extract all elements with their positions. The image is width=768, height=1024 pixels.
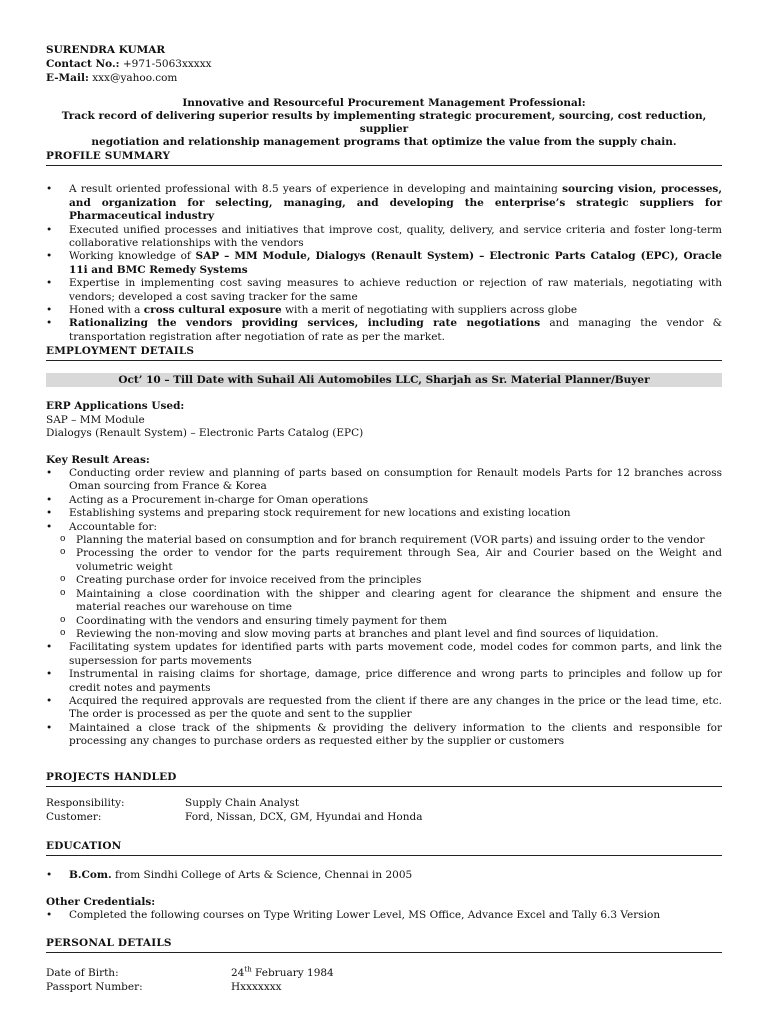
dob-row: [46, 967, 722, 980]
customer-row: [46, 811, 722, 824]
sub-list-item: o Reviewing the non-moving and slow moving parts at branches and plant level and find sources of liquidation.: [53, 628, 722, 641]
education-list: [46, 869, 722, 882]
list-item: • Facilitating system updates for identified parts with parts movement code, model codes for common parts, and link the supersession for parts movements: [46, 641, 722, 668]
passport-value: Hxxxxxxx: [231, 980, 282, 993]
list-item: • Working knowledge of SAP – MM Module, Dialogys (Renault System) – Electronic Parts Catalog (EPC), Oracle 11i and BMC Remedy Systems: [46, 250, 722, 277]
contact-number: +971-5063xxxxx: [122, 58, 212, 70]
section-title: EDUCATION: [46, 840, 722, 856]
career-objective: [46, 97, 722, 149]
list-item: • Expertise in implementing cost saving measures to achieve reduction or rejection of raw materials, negotiating with vendors; developed a cost saving tracker for the same: [46, 277, 722, 304]
contact-line: [46, 57, 212, 71]
candidate-name: SURENDRA KUMAR: [46, 44, 166, 56]
erp-item: SAP – MM Module: [46, 413, 145, 426]
kra-title: Key Result Areas:: [46, 453, 150, 466]
list-item: • Completed the following courses on Type Writing Lower Level, MS Office, Advance Excel and Tally 6.3 Version: [46, 909, 722, 922]
list-item: • Rationalizing the vendors providing services, including rate negotiations and managing the vendor & transportation registration after negotiation of rate as per the market.: [46, 317, 722, 344]
responsibility-label: Responsibility:: [46, 797, 125, 810]
projects-section: [46, 771, 722, 824]
education-section: [46, 840, 722, 923]
list-item: • Conducting order review and planning of parts based on consumption for Renault models Parts for 12 branches across Oman sourcing from France & Korea: [46, 467, 722, 494]
employment-section: [46, 345, 722, 749]
credentials-list: [46, 909, 722, 922]
contact-label: Contact No.:: [46, 58, 120, 70]
sub-list-item: o Creating purchase order for invoice received from the principles: [53, 574, 722, 587]
list-item: • Accountable for: o Planning the material based on consumption and for branch requirement (VOR parts) and issuing order to the vendor o Processing the order to vendor for the parts requirement through Sea, Air and Courier based on the Weight and volumetric weight o Creating purchase order for invoice received from the principles o Maintaining a close coordination with the shipper and clearing agent for clearance the shipment and ensure the material reaches our warehouse on time o Coordinating with the vendors and ensuring timely payment for them o Reviewing the non-moving and slow moving parts at branches and plant level and find sources of liquidation.: [46, 521, 722, 642]
email-line: [46, 71, 212, 85]
email-address: xxx@yahoo.com: [92, 72, 178, 84]
section-title: PROJECTS HANDLED: [46, 771, 722, 787]
responsibility-row: [46, 797, 722, 810]
other-credentials-title: Other Credentials:: [46, 895, 156, 908]
erp-item: Dialogys (Renault System) – Electronic Parts Catalog (EPC): [46, 427, 364, 440]
profile-summary-section: [46, 150, 722, 344]
objective-line-1: Innovative and Resourceful Procurement Management Professional:: [182, 97, 586, 109]
personal-details-section: [46, 937, 722, 994]
accountable-sublist: [46, 534, 722, 641]
list-item: • Maintained a close track of the shipments & providing the delivery information to the clients and responsible for processing any changes to purchase orders as requested either by the supplier or customers: [46, 722, 722, 749]
employment-banner: Oct’ 10 – Till Date with Suhail Ali Automobiles LLC, Sharjah as Sr. Material Planner/Buyer: [46, 373, 722, 387]
objective-line-2: Track record of delivering superior results by implementing strategic procurement, sourcing, cost reduction, supplier: [61, 110, 707, 135]
list-item: • A result oriented professional with 8.5 years of experience in developing and maintaining sourcing vision, processes, and organization for selecting, managing, and developing the enterprise’s strategic suppliers for Pharmaceutical industry: [46, 183, 722, 223]
passport-row: [46, 981, 722, 994]
dob-label: Date of Birth:: [46, 967, 119, 980]
list-item: • Executed unified processes and initiatives that improve cost, quality, delivery, and service criteria and foster long-term collaborative relationships with the vendors: [46, 224, 722, 251]
list-item: • B.Com. from Sindhi College of Arts & Science, Chennai in 2005: [46, 869, 722, 882]
section-title: PERSONAL DETAILS: [46, 937, 722, 953]
list-item: • Honed with a cross cultural exposure with a merit of negotiating with suppliers across globe: [46, 304, 722, 317]
list-item: • Instrumental in raising claims for shortage, damage, price difference and wrong parts to principles and follow up for credit notes and payments: [46, 668, 722, 695]
sub-list-item: o Coordinating with the vendors and ensuring timely payment for them: [53, 615, 722, 628]
list-item: • Acquired the required approvals are requested from the client if there are any changes in the price or the lead time, etc. The order is processed as per the quote and sent to the supplier: [46, 695, 722, 722]
profile-list: [46, 183, 722, 344]
section-title: PROFILE SUMMARY: [46, 150, 722, 166]
section-title: EMPLOYMENT DETAILS: [46, 345, 722, 361]
dob-value: 24th February 1984: [231, 965, 334, 980]
sub-list-item: o Planning the material based on consumption and for branch requirement (VOR parts) and issuing order to the vendor: [53, 534, 722, 547]
list-item: • Establishing systems and preparing stock requirement for new locations and existing location: [46, 507, 722, 520]
customer-value: Ford, Nissan, DCX, GM, Hyundai and Honda: [185, 810, 423, 823]
erp-title: ERP Applications Used:: [46, 400, 185, 413]
objective-line-3: negotiation and relationship management programs that optimize the value from the supply chain.: [91, 136, 677, 148]
contact-header: [46, 43, 212, 85]
sub-list-item: o Maintaining a close coordination with the shipper and clearing agent for clearance the shipment and ensure the material reaches our warehouse on time: [53, 588, 722, 615]
customer-label: Customer:: [46, 810, 102, 823]
kra-list: [46, 467, 722, 749]
list-item: • Acting as a Procurement in-charge for Oman operations: [46, 494, 722, 507]
responsibility-value: Supply Chain Analyst: [185, 797, 300, 810]
sub-list-item: o Processing the order to vendor for the parts requirement through Sea, Air and Courier based on the Weight and volumetric weight: [53, 547, 722, 574]
passport-label: Passport Number:: [46, 980, 143, 993]
email-label: E-Mail:: [46, 72, 89, 84]
